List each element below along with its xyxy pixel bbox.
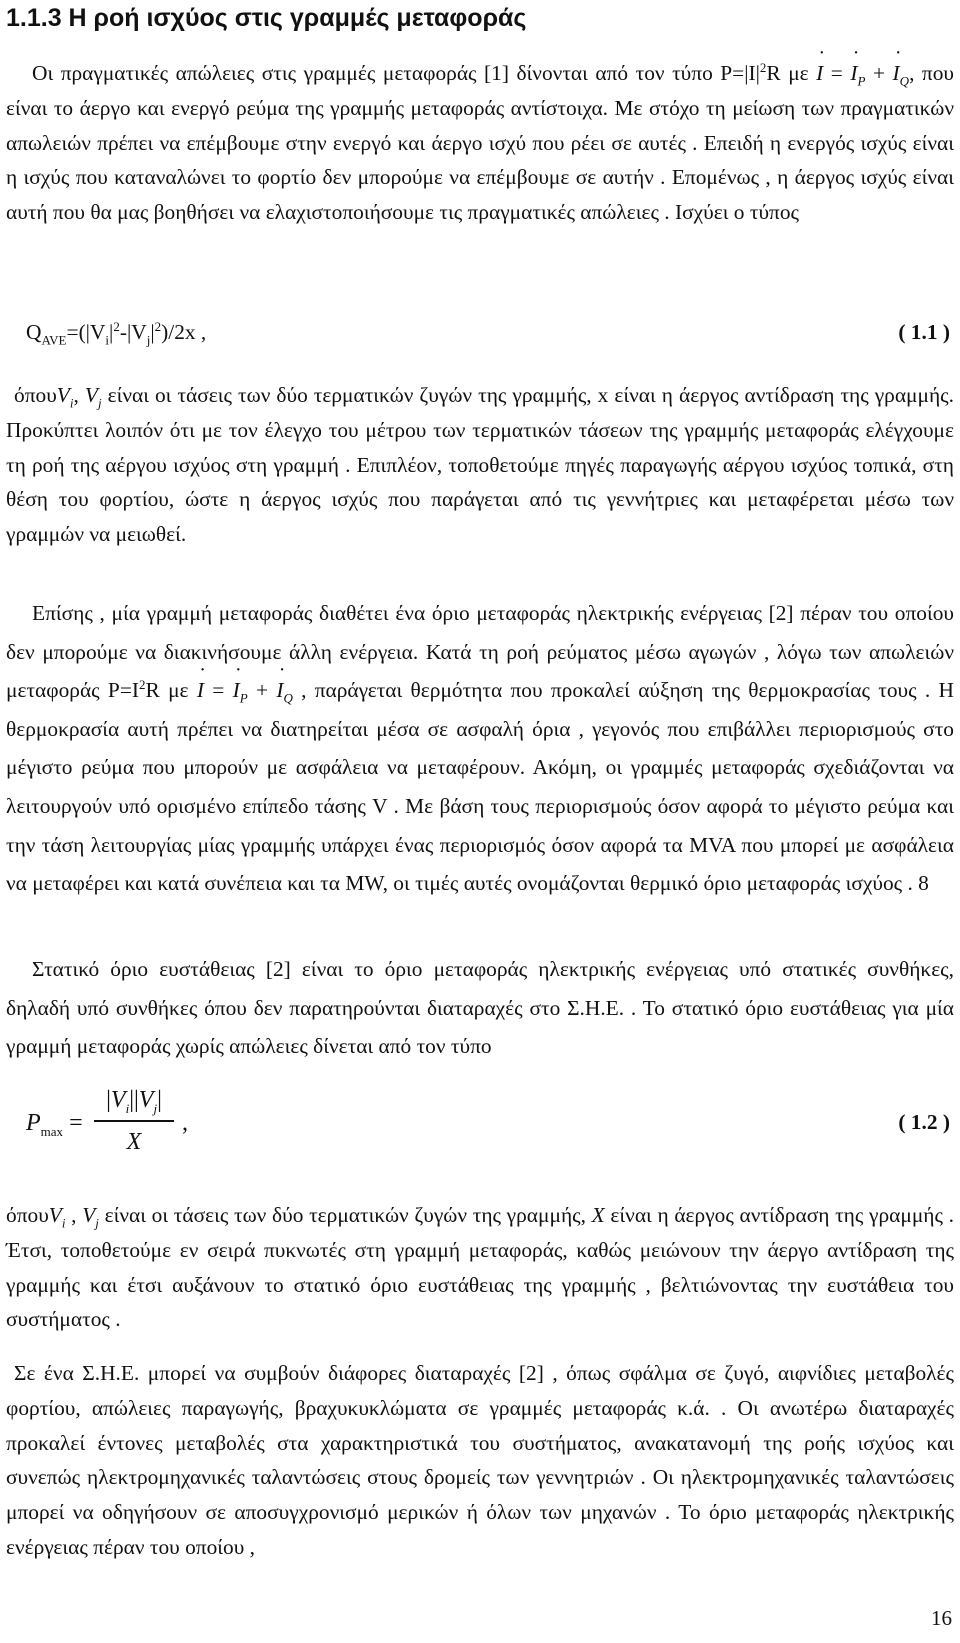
paragraph-disturbances: Σε ένα Σ.Η.Ε. μπορεί να συμβούν διάφορες διαταραχές [2] , όπως σφάλμα σε ζυγό, αιφνίδιες μεταβολές φορτίου, απώλειες παραγωγής, βραχυκυκλώματα σε γραμμές μεταφοράς κ.ά. . Οι ανωτέρω διαταραχές προκαλεί έντονες μεταβολές στα χαρακτηριστικά του συστήματος, ανακατανομή της ροής ισχύος και συνεπώς ηλεκτρομηχανικές ταλαντώσεις στους δρομείς των γεννητριών . Οι ηλεκτρομηχανικές ταλαντώσεις μπορεί να οδηγήσουν σε αποσυγχρονισμό μερικών ή όλων των μηχανών . Το όριο μεταφοράς ηλεκτρικής ενέργειας πέραν του οποίου , [6,1361,954,1559]
equation-1-1-body: $Q_{AVE}=(|V_i|^2-|V_j|^2)/2x$ , [26,318,207,348]
paragraph-thermal-limit: Επίσης , μία γραμμή μεταφοράς διαθέτει ένα όριο μεταφοράς ηλεκτρικής ενέργειας [2] πέραν του οποίου δεν μπορούμε να διακινήσουμε άλλη ενέργεια. Κατά τη ροή ρεύματος μέσω αγωγών , λόγω των απωλειών μεταφοράς $P=I^2R$ με ˙ I = ˙ $I_P$ + ˙ $I_Q$ , παράγεται θερμότητα που προκαλεί αύξηση της θερμοκρασίας τους . Η θερμοκρασία αυτή πρέπει να διατηρείται μέσα σε ασφαλή όρια , γεγονός που επιβάλλει περιορισμούς στο μέγιστο ρεύμα που μπορούν με ασφάλεια να μεταφέρουν. Ακόμη, οι γραμμές μεταφοράς σχεδιάζονται να λειτουργούν υπό ορισμένο επίπεδο τάσης V . Με βάση τους περιορισμούς όσον αφορά το μέγιστο ρεύμα και την τάση λειτουργίας μίας γραμμής υπάρχει ένας περιορισμός όσον αφορά τα MVA που μπορεί με ασφάλεια να μεταφέρει και κατά συνέπεια και τα MW, οι τιμές αυτές ονομάζονται θερμικό όριο μεταφοράς ισχύος . 8 [6,594,954,903]
fraction [94,1082,174,1160]
numerator: $|V_i||V_j|$ [106,1087,162,1116]
current-equation: ˙ I = ˙ $I_P$ + ˙ $I_Q$ [816,61,909,85]
equation-1-1 [26,312,954,352]
equation-number: ( 1.1 ) [898,320,950,344]
paragraph-voltages: όπουV$_i$, $V_j$ είναι οι τάσεις των δύο τερματικών ζυγών της γραμμής, x είναι η άεργος αντίδραση της γραμμής. Προκύπτει λοιπόν ότι με τον έλεγχο του μέτρου των τερματικών τάσεων της γραμμής μεταφοράς ελέγχουμε τη ροή της αέργου ισχύος στη γραμμή . Επιπλέον, τοποθετούμε πηγές παραγωγής αέργου ισχύος τοπικά, στη θέση του φορτίου, ώστε η άεργος ισχύς που παράγεται από τις γεννήτριες και μεταφέρεται μέσω των γραμμών να μειωθεί. [6,383,954,547]
denominator: X [126,1128,142,1155]
paragraph-losses: Οι πραγματικές απώλειες στις γραμμές μεταφοράς [1] δίνονται από τον τύπο $P=|I|^2R$ με ˙ I = ˙ $I_P$ + ˙ $I_Q$, που είναι το άεργο και ενεργό ρεύμα της γραμμής μεταφοράς αντίστοιχα. Με στόχο τη μείωση των πραγματικών απωλειών πρέπει να επέμβουμε στην ενεργό και άεργο ισχύ που ρέει σε αυτές . Επειδή η ενεργός ισχύς είναι η ισχύς που καταναλώνει το φορτίο δεν μπορούμε να επέμβουμε σε αυτήν . Επομένως , η άεργος ισχύς είναι αυτή που θα μας βοηθήσει να ελαχιστοποιήσουμε τις πραγματικές απώλειες . Ισχύει ο τύπος [6,56,954,230]
page-number: 16 [931,1606,952,1630]
equation-1-2: $P_{max}$ = $|V_i||V_j|$ X , ( 1.2 ) [6,1080,954,1172]
current-equation: ˙ I = ˙ $I_P$ + ˙ $I_Q$ [197,678,293,702]
fraction-bar [94,1120,174,1122]
paragraph-static-limit: Στατικό όριο ευστάθειας [2] είναι το όριο μεταφοράς ηλεκτρικής ενέργειας υπό στατικές συνθήκες, δηλαδή υπό συνθήκες όπου δεν παρατηρούνται διαταραχές στο Σ.Η.Ε. . Το στατικό όριο ευστάθειας για μία γραμμή μεταφοράς χωρίς απώλειες δίνεται από τον τύπο [6,957,954,1059]
equation-number: ( 1.2 ) [898,1110,950,1134]
paragraph-series-capacitors: όπουV$_i$ , $V_j$ είναι οι τάσεις των δύο τερματικών ζυγών της γραμμής, X είναι η άεργος αντίδραση της γραμμής . Έτσι, τοποθετούμε εν σειρά πυκνωτές στη γραμμή μεταφοράς, καθώς μειώνουν την άεργο αντίδραση της γραμμής και έτσι αυξάνουν το στατικό όριο ευστάθειας της γραμμής , βελτιώνοντας την ευστάθεια του συστήματος . [6,1203,954,1332]
section-heading: 1.1.3 Η ροή ισχύος στις γραμμές μεταφοράς [6,4,527,32]
pmax-symbol: $P_{max}$ = [26,1110,83,1139]
